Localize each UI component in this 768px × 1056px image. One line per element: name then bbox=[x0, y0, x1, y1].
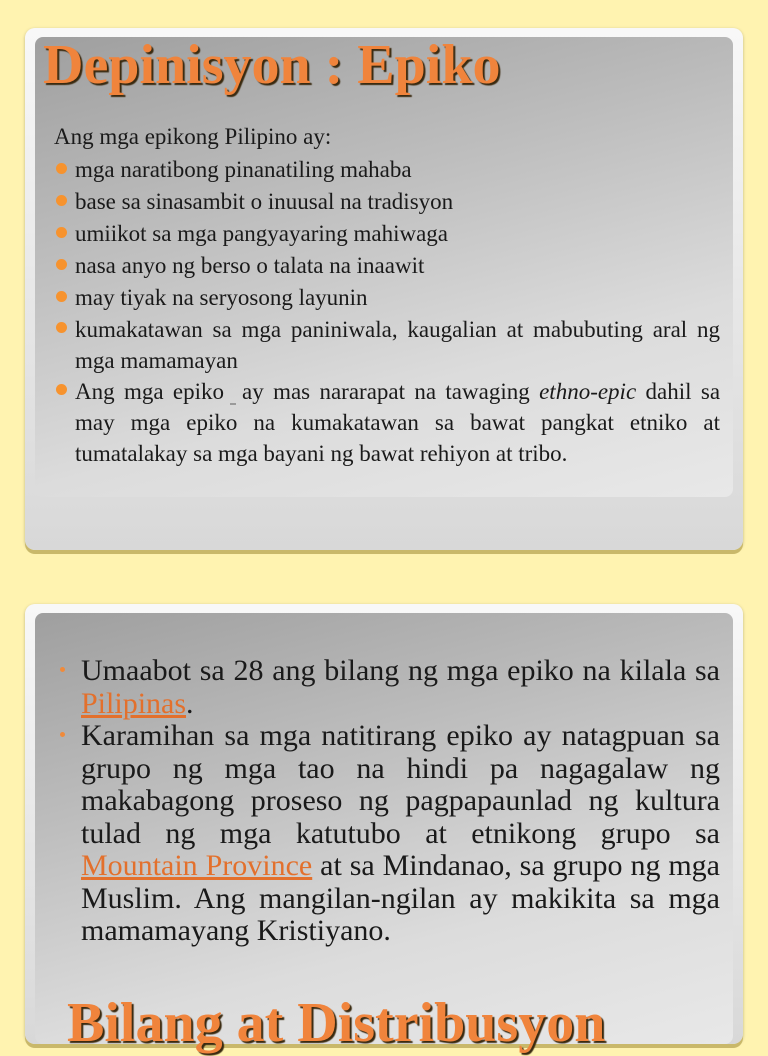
bullet-dot-icon bbox=[56, 291, 67, 302]
bullet-dot-icon bbox=[60, 732, 65, 737]
list-item: umiikot sa mga pangyayaring mahiwaga bbox=[54, 218, 720, 250]
bullet-dot-icon bbox=[56, 384, 67, 395]
list-item: mga naratibong pinanatiling mahaba bbox=[54, 154, 720, 186]
slide-1-intro: Ang mga epikong Pilipino ay: bbox=[54, 124, 332, 149]
ethno-epic-term: ethno-epic bbox=[539, 378, 637, 404]
bullet-dot-icon bbox=[56, 259, 67, 270]
list-item: nasa anyo ng berso o talata na inaawit bbox=[54, 250, 720, 282]
bullet-dot-icon bbox=[56, 163, 67, 174]
list-item: kumakatawan sa mga paniniwala, kaugalian at mabubuting aral ng mga mamamayan bbox=[54, 314, 720, 376]
mountain-province-link[interactable]: Mountain Province bbox=[81, 849, 313, 882]
slide-3-title-partial: Bilang at Distribusyon bbox=[67, 992, 606, 1054]
bullet-dot-icon bbox=[56, 227, 67, 238]
bullet-dot-icon bbox=[60, 667, 65, 672]
bullet-dot-icon bbox=[56, 195, 67, 206]
slide-2-bullet-list bbox=[57, 655, 720, 948]
slide-1-title: Depinisyon : Epiko bbox=[43, 34, 501, 96]
small-dash-mark bbox=[230, 403, 236, 405]
slide-1-body bbox=[54, 120, 720, 469]
list-item: base sa sinasambit o inuusal na tradisyon bbox=[54, 186, 720, 218]
pilipinas-link[interactable]: Pilipinas bbox=[81, 686, 187, 720]
list-item: Umaabot sa 28 ang bilang ng mga epiko na kilala sa Pilipinas. bbox=[57, 655, 720, 720]
slide-2-body bbox=[57, 655, 720, 948]
list-item: may tiyak na seryosong layunin bbox=[54, 282, 720, 314]
bullet-dot-icon bbox=[56, 322, 67, 333]
list-item: Karamihan sa mga natitirang epiko ay natagpuan sa grupo ng mga tao na hindi pa nagagalaw ng makabagong proseso ng pagpapaunlad ng kultura tulad ng mga katutubo at etnikong grupo sa Mountain Province at sa Mindanao, sa grupo ng mga Muslim. Ang mangilan-ngilan ay makikita sa mga mamamayang Kristiyano. bbox=[57, 720, 720, 948]
slide-1-bullet-list bbox=[54, 154, 720, 469]
list-item-ethno-epic: Ang mga epiko ay mas nararapat na tawaging ethno-epic dahil sa may mga epiko na kumakatawan sa bawat pangkat etniko at tumatalakay sa mga bayani ng bawat rehiyon at tribo. bbox=[54, 376, 720, 469]
